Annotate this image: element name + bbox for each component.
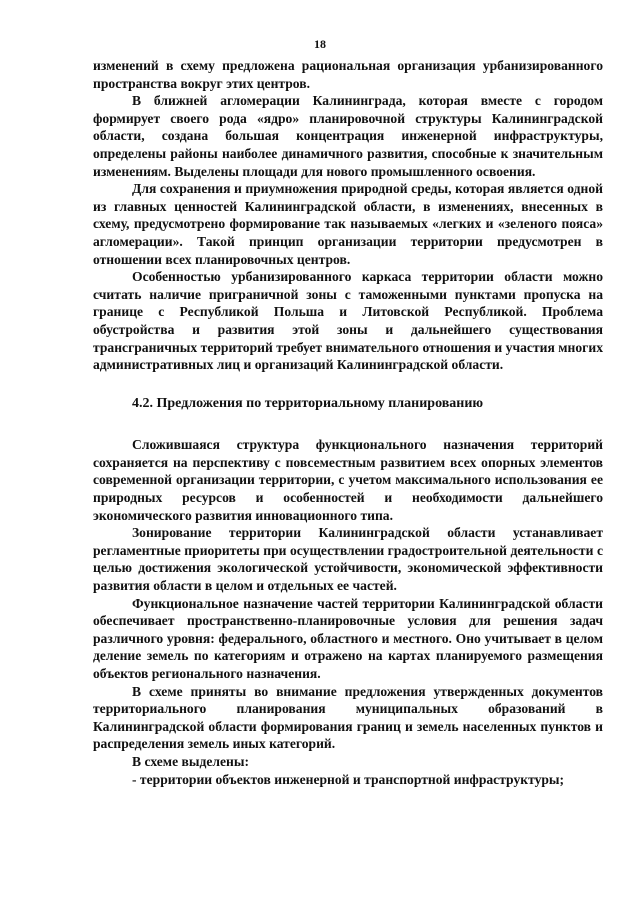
paragraph: Функциональное назначение частей территории Калининградской области обеспечивает пространственно-планировочные условия для решения задач различного уровня: федерального, областного и местного. Оно учитывает в целом деление земель по категориям и отражено на картах планируемого размещения объектов регионального назначения. bbox=[93, 595, 603, 681]
paragraph: Для сохранения и приумножения природной среды, которая является одной из главных ценностей Калининградской области, в изменениях, внесенных в схему, предусмотрено формирование так называемых «легких и «зеленого пояса» агломерации». Такой принцип организации территории предусмотрен в отношении всех планировочных центров. bbox=[93, 181, 603, 267]
paragraph: В ближней агломерации Калининграда, которая вместе с городом формирует своего рода «ядро» планировочной структуры Калининградской области, создана большая концентрация инженерной инфраструктуры, определены районы наиболее динамичного развития, способные к значительным изменениям. Выделены площади для нового промышленного освоения. bbox=[93, 93, 603, 179]
list-item: - территории объектов инженерной и транспортной инфраструктуры; bbox=[132, 771, 565, 787]
paragraph: Особенностью урбанизированного каркаса территории области можно считать наличие приграничной зоны с таможенными пунктами пропуска на границе с Республикой Польша и Литовской Республикой. Проблема обустройства и развития этой зоны и дальнейшего существования трансграничных территорий требует внимательного отношения и участия многих административных лиц и организаций Калининградской области. bbox=[93, 269, 603, 373]
paragraph: В схеме приняты во внимание предложения утвержденных документов территориального планирования муниципальных образований в Калининградской области формирования границ и земель населенных пунктов и распределения земель иных категорий. bbox=[93, 683, 603, 752]
paragraph: Сложившаяся структура функционального назначения территорий сохраняется на перспективу с повсеместным развитием всех опорных элементов современной организации территории, с учетом максимального использования ее природных ресурсов и особенностей и необходимости дальнейшего экономического развития инновационного типа. bbox=[93, 437, 603, 523]
page-number: 18 bbox=[314, 37, 326, 51]
paragraph: Зонирование территории Калининградской области устанавливает регламентные приоритеты при осуществлении градостроительной деятельности с целью достижения экологической устойчивости, экономической эффективности развития области в целом и отдельных ее частей. bbox=[93, 525, 603, 594]
section-heading: 4.2. Предложения по территориальному планированию bbox=[132, 395, 484, 411]
paragraph: изменений в схему предложена рациональная организация урбанизированного пространства вокруг этих центров. bbox=[93, 58, 603, 91]
paragraph: В схеме выделены: bbox=[132, 753, 250, 769]
document-body bbox=[93, 57, 603, 788]
